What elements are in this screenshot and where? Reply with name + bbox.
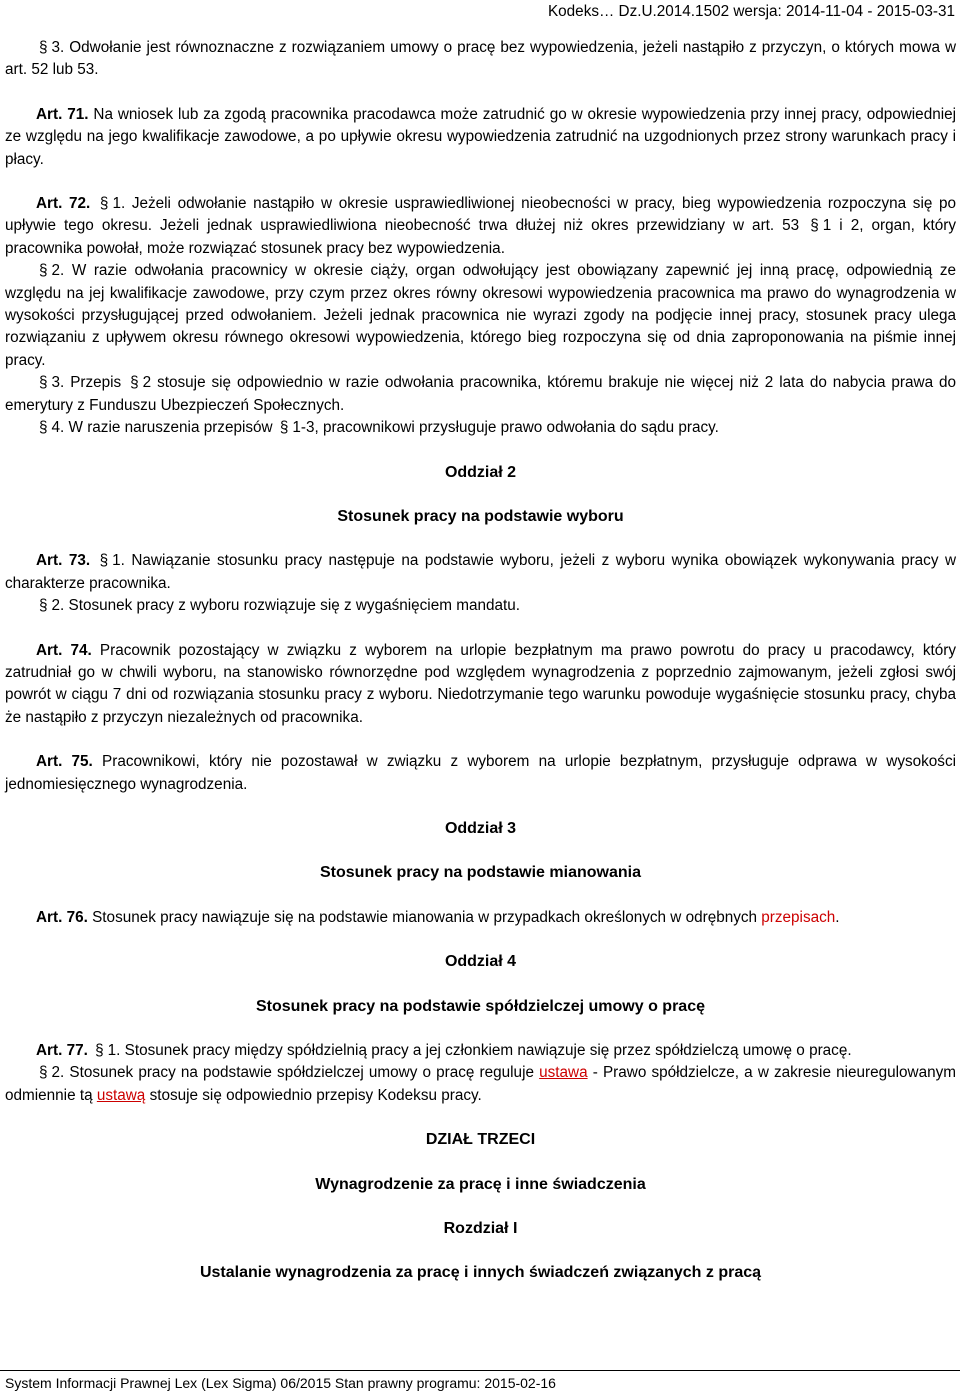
article-label: Art. 72. (36, 195, 91, 213)
article-72-paragraph-3: § 3. Przepis § 2 stosuje się odpowiednio w razie odwołania pracownika, któremu brakuje nie więcej niż 2 lata do nabycia prawa do emerytury z Funduszu Ubezpieczeń Społecznych. (5, 374, 957, 414)
article-73-paragraph-1: Art. 73. § 1. Nawiązanie stosunku pracy następuje na podstawie wyboru, jeżeli z wyboru wynika obowiązek wykonywania pracy w charakterze pracownika. (5, 552, 957, 592)
link-ustawa-2[interactable]: ustawą (96, 1086, 146, 1104)
article-75: Art. 75. Pracownikowi, który nie pozostawał w związku z wyborem na urlopie bezpłatnym, przysługuje odprawa w wysokości jednomiesięcznego wynagrodzenia. (5, 753, 956, 793)
division-title: Wynagrodzenie za pracę i inne świadczenia (315, 1175, 646, 1193)
article-76: Art. 76. Stosunek pracy nawiązuje się na podstawie mianowania w przypadkach określonych w odrębnych przepisach. (36, 908, 840, 926)
document-body (5, 37, 956, 1285)
article-label: Art. 74. (36, 641, 92, 659)
document-footer: System Informacji Prawnej Lex (Lex Sigma) 06/2015 Stan prawny programu: 2015-02-16 (5, 1375, 556, 1391)
section-sign-icon: § (130, 374, 139, 392)
article-label: Art. 76. (36, 908, 88, 926)
section-sign-icon: § (810, 217, 819, 235)
article-label: Art. 75. (36, 753, 93, 771)
section-heading-oddzial-2: Oddział 2 (444, 463, 517, 481)
section-title-oddzial-2: Stosunek pracy na podstawie wyboru (337, 507, 624, 525)
division-heading: DZIAŁ TRZECI (425, 1131, 536, 1149)
section-title-oddzial-3: Stosunek pracy na podstawie mianowania (320, 864, 641, 882)
paragraph-art70-3: § 3. Odwołanie jest równoznaczne z rozwiązaniem umowy o pracę bez wypowiedzenia, jeżeli nastąpiło z przyczyn, o których mowa w art. 52 lub 53. (5, 39, 956, 79)
link-przepisach[interactable]: przepisach (761, 908, 836, 926)
chapter-heading: Rozdział I (443, 1220, 518, 1238)
chapter-title: Ustalanie wynagrodzenia za pracę i innych świadczeń związanych z pracą (199, 1264, 762, 1282)
section-sign-icon: § (39, 262, 48, 280)
article-73-paragraph-2: § 2. Stosunek pracy z wyboru rozwiązuje się z wygaśnięciem mandatu. (39, 597, 520, 615)
section-sign-icon: § (39, 1064, 48, 1082)
section-sign-icon: § (99, 552, 109, 570)
article-label: Art. 71. (36, 105, 89, 123)
article-label: Art. 73. (36, 552, 91, 570)
article-71: Art. 71. Na wniosek lub za zgodą pracownika pracodawca może zatrudnić go w okresie wypowiedzenia przy innej pracy, odpowiedniej ze względu na jego kwalifikacje zawodowe, a po upływie okresu wypowiedzenia zatrudnić na uzgodnionych przez strony warunkach pracy i płacy. (5, 105, 957, 168)
section-heading-oddzial-3: Oddział 3 (444, 819, 517, 837)
section-sign-icon: § (95, 1042, 104, 1059)
section-sign-icon: § (279, 419, 289, 437)
article-77-paragraph-2: § 2. Stosunek pracy na podstawie spółdzielczej umowy o pracę reguluje ustawa - Prawo spółdzielcze, a w zakresie nieuregulowanym odmiennie tą ustawą stosuje się odpowiednio przepisy Kodeksu pracy. (5, 1064, 956, 1104)
section-sign-icon: § (39, 374, 48, 392)
link-ustawa[interactable]: ustawa (539, 1064, 588, 1082)
section-sign-icon: § (39, 419, 48, 437)
article-72-paragraph-4: § 4. W razie naruszenia przepisów § 1-3, pracownikowi przysługuje prawo odwołania do sądu pracy. (39, 419, 719, 437)
article-74: Art. 74. Pracownik pozostający w związku z wyborem na urlopie bezpłatnym ma prawo powrotu do pracy u pracodawcy, który zatrudniał go w chwili wyboru, na stanowisko równorzędne pod względem wynagrodzenia z poprzednio zajmowanym, jeżeli zgłosi swój powrót w ciągu 7 dni od rozwiązania stosunku pracy z wyboru. Niedotrzymanie tego warunku powoduje wygaśnięcie stosunku pracy, chyba że nastąpiło z przyczyn niezależnych od pracownika. (5, 641, 957, 726)
article-72-paragraph-1: Art. 72. § 1. Jeżeli odwołanie nastąpiło w okresie usprawiedliwionej nieobecności w pracy, bieg wypowiedzenia rozpoczyna się po upływie tego okresu. Jeżeli jednak usprawiedliwiona nieobecność trwa dłużej niż okres przewidziany w art. 53 § 1 i 2, organ, który pracownika powołał, może rozwiązać stosunek pracy bez wypowiedzenia. (5, 195, 957, 257)
article-72-paragraph-2: § 2. W razie odwołania pracownicy w okresie ciąży, organ odwołujący jest obowiązany zapewnić jej inną pracę, odpowiednią ze względu na jej kwalifikacje zawodowe, przy czym przez okres równy okresowi wypowiedzenia pracownica ma prawo do wynagrodzenia w wysokości przysługującej przed odwołaniem. Jeżeli jednak pracownica nie wyrazi zgody na podjęcie innej pracy, stosunek pracy ulega rozwiązaniu z upływem okresu równego okresowi wypowiedzenia, którego bieg rozpoczyna się od dnia zaproponowania na piśmie innej pracy. (5, 262, 956, 369)
article-label: Art. 77. (36, 1042, 88, 1059)
document-header: Kodeks… Dz.U.2014.1502 wersja: 2014-11-04 - 2015-03-31 (547, 3, 955, 20)
article-77-paragraph-1: Art. 77. § 1. Stosunek pracy między spółdzielnią pracy a jej członkiem nawiązuje się przez spółdzielczą umowę o pracę. (36, 1042, 852, 1059)
section-sign-icon: § (39, 597, 48, 615)
section-heading-oddzial-4: Oddział 4 (444, 953, 517, 971)
section-title-oddzial-4: Stosunek pracy na podstawie spółdzielczej umowy o pracę (255, 997, 705, 1015)
section-sign-icon: § (39, 39, 48, 56)
footer-divider (0, 1370, 960, 1371)
section-sign-icon: § (99, 195, 109, 213)
